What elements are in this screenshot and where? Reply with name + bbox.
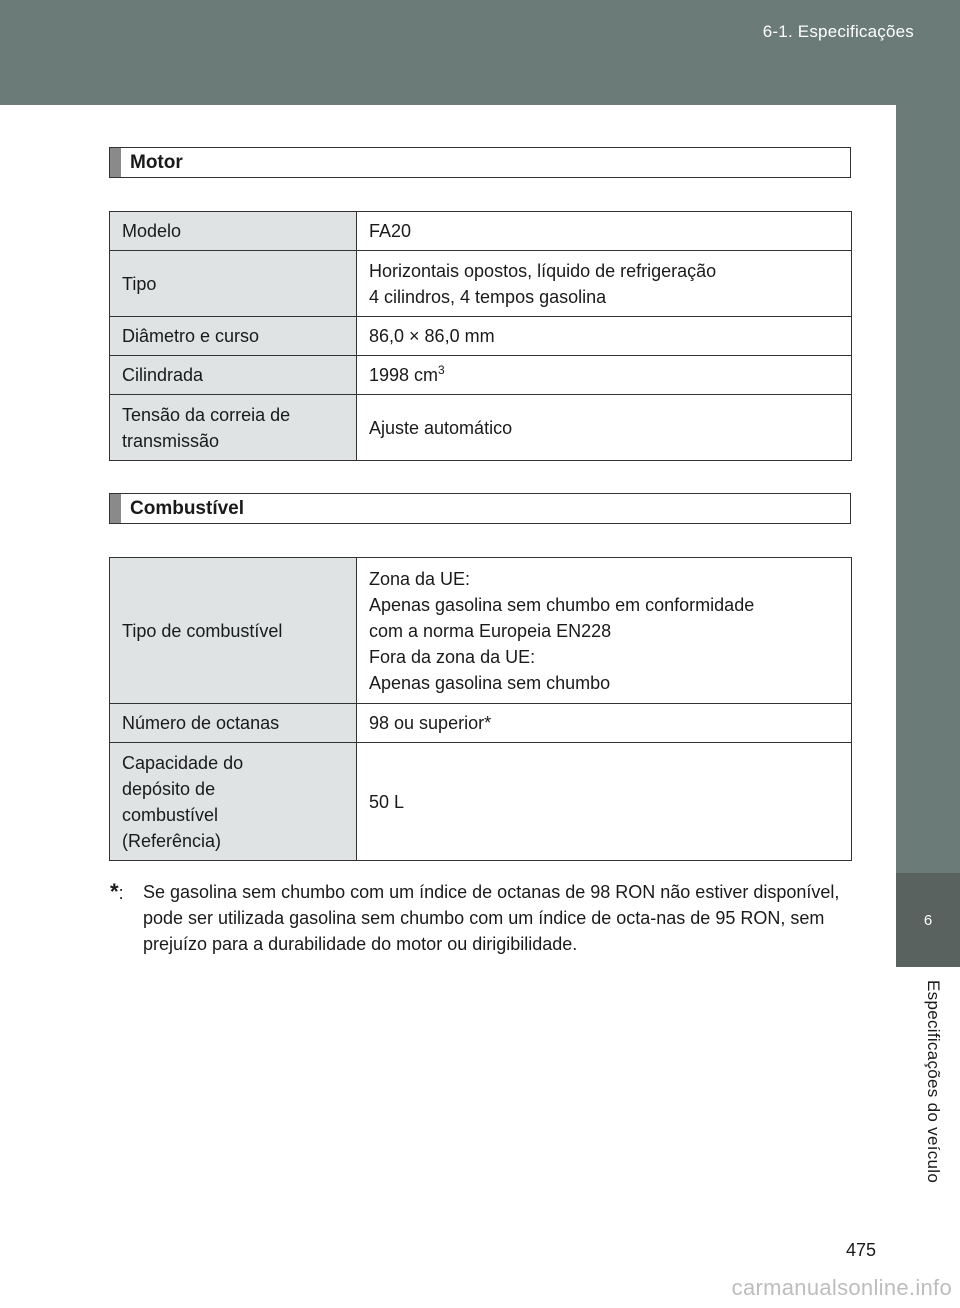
spec-value: 98 ou superior* xyxy=(357,704,852,743)
spec-key-line: Tensão da correia de xyxy=(122,404,291,425)
table-row xyxy=(110,704,852,743)
page-number: 475 xyxy=(846,1240,877,1260)
spec-value-line: com a norma Europeia EN228 xyxy=(369,620,612,641)
footnote-text: Se gasolina sem chumbo com um índice de octanas de 98 RON não estiver disponível, pode ser utilizada gasolina sem chumbo com um índice de octa-nas de 95 RON, sem prejuízo para a durabilidade do motor ou dirigibilidade. xyxy=(143,882,840,954)
spec-value-line: 4 cilindros, 4 tempos gasolina xyxy=(369,286,607,307)
spec-value xyxy=(357,356,852,395)
spec-value-line: Apenas gasolina sem chumbo em conformidade xyxy=(369,594,755,615)
spec-key: Número de octanas xyxy=(110,704,357,743)
footnote xyxy=(110,879,856,954)
chapter-label: Especificações do veículo xyxy=(924,980,943,1184)
spec-value-text: 1998 cm xyxy=(369,365,439,385)
spec-key-line: depósito de xyxy=(122,778,216,799)
spec-value: FA20 xyxy=(357,212,852,251)
table-row xyxy=(110,395,852,461)
spec-key-line: combustível xyxy=(122,804,219,825)
spec-value xyxy=(357,251,852,317)
side-tab-band xyxy=(896,105,960,873)
spec-value-line: Zona da UE: xyxy=(369,568,471,589)
spec-value-line: Apenas gasolina sem chumbo xyxy=(369,672,611,693)
fuel-section-title: Combustível xyxy=(130,498,245,519)
spec-value: 86,0 × 86,0 mm xyxy=(357,317,852,356)
spec-key: Modelo xyxy=(110,212,357,251)
spec-value: Ajuste automático xyxy=(357,395,852,461)
spec-key-line: transmissão xyxy=(122,430,220,451)
spec-key: Tipo de combustível xyxy=(110,558,357,704)
header-band xyxy=(0,0,960,105)
section-accent xyxy=(110,494,121,523)
footnote-colon: : xyxy=(118,883,124,903)
spec-value-line: Horizontais opostos, líquido de refrigeração xyxy=(369,260,717,281)
table-row xyxy=(110,558,852,704)
chapter-number-tab: 6 xyxy=(896,873,960,967)
spec-key-line: (Referência) xyxy=(122,830,222,851)
table-row xyxy=(110,317,852,356)
section-accent xyxy=(110,148,121,177)
spec-key xyxy=(110,395,357,461)
table-row xyxy=(110,212,852,251)
superscript: 3 xyxy=(438,363,445,377)
section-heading: 6-1. Especificações xyxy=(762,22,914,41)
fuel-section-header xyxy=(109,493,851,524)
spec-value xyxy=(357,558,852,704)
spec-key xyxy=(110,743,357,861)
motor-spec-table xyxy=(109,211,852,461)
table-row xyxy=(110,743,852,861)
spec-key-line: Capacidade do xyxy=(122,752,244,773)
spec-key: Cilindrada xyxy=(110,356,357,395)
footnote-asterisk: * xyxy=(110,879,119,904)
table-row xyxy=(110,251,852,317)
watermark: carmanualsonline.info xyxy=(731,1275,952,1300)
motor-section-header xyxy=(109,147,851,178)
spec-value-line: Fora da zona da UE: xyxy=(369,646,536,667)
table-row xyxy=(110,356,852,395)
fuel-spec-table xyxy=(109,557,852,861)
spec-key: Tipo xyxy=(110,251,357,317)
spec-key: Diâmetro e curso xyxy=(110,317,357,356)
spec-value: 50 L xyxy=(357,743,852,861)
motor-section-title: Motor xyxy=(130,152,183,173)
